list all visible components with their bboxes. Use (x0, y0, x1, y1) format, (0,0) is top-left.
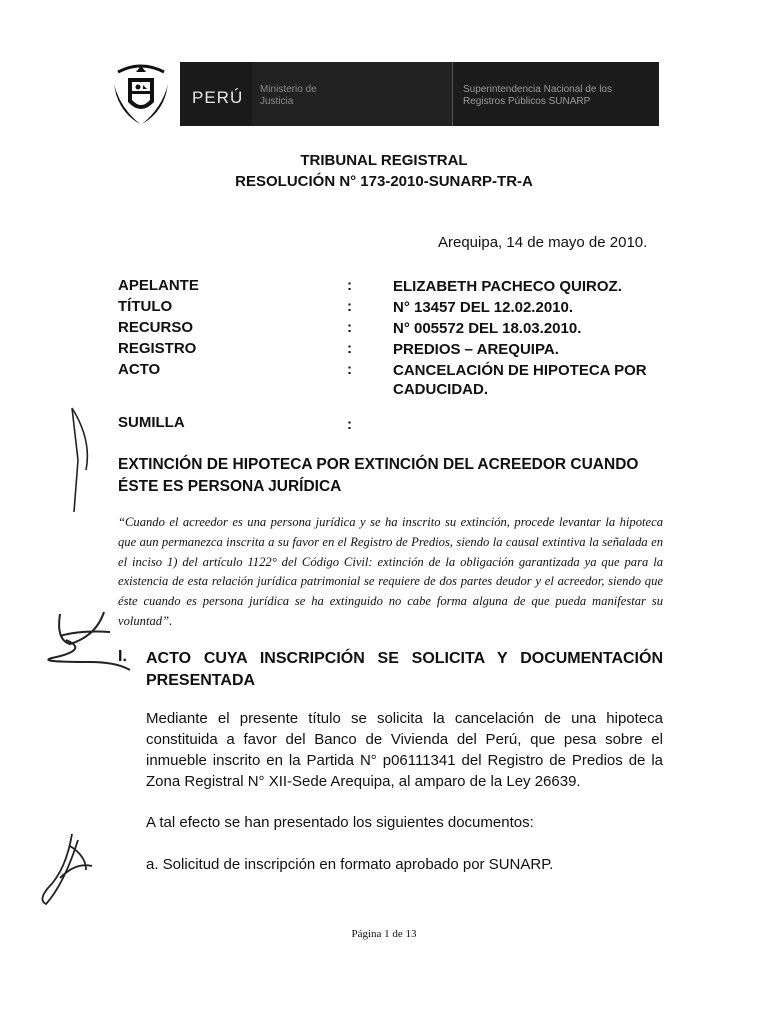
coat-of-arms-icon (110, 58, 172, 130)
meta-value-apelante: ELIZABETH PACHECO QUIROZ. (393, 278, 622, 295)
meta-colon: : (347, 277, 352, 294)
sumilla-quote: “Cuando el acreedor es una persona jurídica y se ha inscrito su extinción, procede levantar la hipoteca que aun permanezca inscrita a su favor en el Registro de Predios, siendo la causal extintiva la señalada en el inciso 1) del artículo 1122° del Código Civil: extinción de la obligación garantizada ya que para la existencia de esta relación jurídica patrimonial se requiere de dos partes deudor y el acreedor, siendo que éste cuando es persona jurídica se ha extinguido no cabe forma alguna de que pueda manifestar su voluntad”. (118, 515, 663, 628)
meta-label-acto: ACTO (118, 361, 161, 378)
meta-label-recurso: RECURSO (118, 319, 194, 336)
meta-colon: : (347, 298, 352, 315)
meta-label-titulo: TÍTULO (118, 298, 173, 315)
meta-colon: : (347, 340, 352, 357)
agency-banner (452, 62, 659, 126)
meta-label-sumilla: SUMILLA (118, 414, 185, 431)
meta-colon: : (347, 416, 352, 433)
place-date: Arequipa, 14 de mayo de 2010. (438, 234, 648, 251)
meta-value-recurso: N° 005572 DEL 18.03.2010. (393, 320, 582, 337)
country-label: PERÚ (192, 88, 244, 107)
peru-banner (180, 62, 252, 126)
meta-value-acto: CANCELACIÓN DE HIPOTECA POR CADUCIDAD. (393, 362, 647, 398)
ministry-banner (252, 62, 452, 126)
tribunal-title: TRIBUNAL REGISTRAL (300, 152, 468, 169)
paragraph-documents-intro: A tal efecto se han presentado los siguientes documentos: (146, 814, 534, 831)
meta-colon: : (347, 361, 352, 378)
agency-label: Superintendencia Nacional de los Registros Públicos SUNARP (463, 84, 612, 107)
section-number: I. (118, 648, 127, 665)
meta-colon: : (347, 319, 352, 336)
resolution-title: RESOLUCIÓN N° 173-2010-SUNARP-TR-A (235, 173, 533, 190)
section-title: ACTO CUYA INSCRIPCIÓN SE SOLICITA Y DOCUMENTACIÓN PRESENTADA (146, 650, 663, 689)
paragraph-request: Mediante el presente título se solicita la cancelación de una hipoteca constituida a favor del Banco de Vivienda del Perú, que pesa sobre el inmueble inscrito en la Partida N° p06111341 del Registro de Predios de la Zona Registral N° XII-Sede Arequipa, al amparo de la Ley 26639. (146, 710, 663, 790)
page-number: Página 1 de 13 (351, 928, 417, 940)
meta-label-apelante: APELANTE (118, 277, 199, 294)
meta-value-titulo: N° 13457 DEL 12.02.2010. (393, 299, 574, 316)
meta-value-registro: PREDIOS – AREQUIPA. (393, 341, 559, 358)
ministry-label: Ministerio de Justicia (260, 84, 317, 107)
list-item-a: a. Solicitud de inscripción en formato aprobado por SUNARP. (146, 856, 554, 873)
sumilla-heading: EXTINCIÓN DE HIPOTECA POR EXTINCIÓN DEL ACREEDOR CUANDO ÉSTE ES PERSONA JURÍDICA (118, 456, 639, 495)
meta-label-registro: REGISTRO (118, 340, 197, 357)
